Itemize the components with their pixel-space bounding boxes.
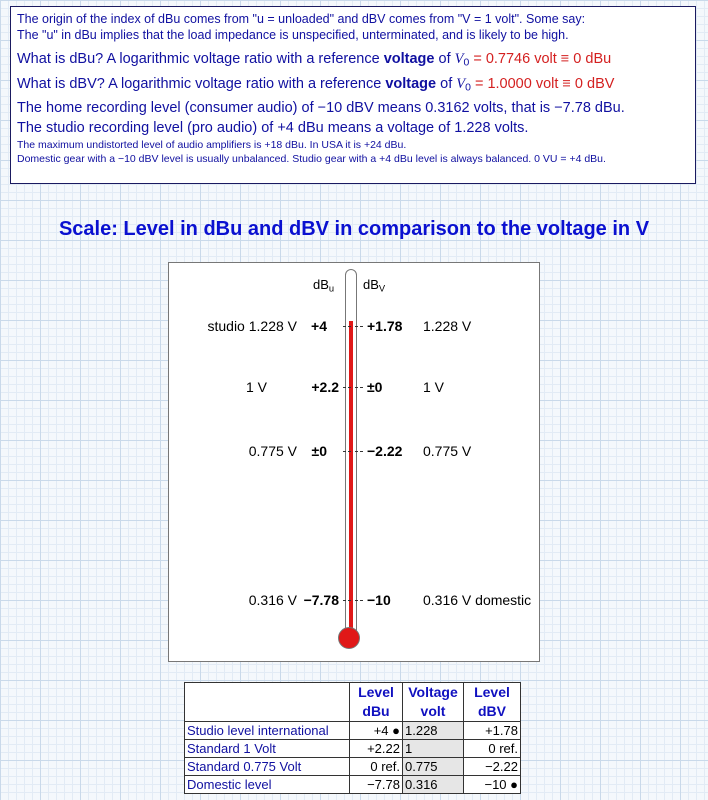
row-domestic-left: 0.316 V bbox=[248, 592, 297, 608]
tick-0775-right bbox=[355, 451, 363, 453]
table-cell-dbu: +2.22 bbox=[350, 740, 403, 758]
row-0775-left: 0.775 V bbox=[248, 443, 297, 459]
table-cell-dbv: −2.22 bbox=[464, 758, 521, 776]
row-studio-dbu: +4 bbox=[311, 318, 327, 334]
tick-studio-right bbox=[355, 326, 363, 328]
info-domestic-note: Domestic gear with a −10 dBV level is usually unbalanced. Studio gear with a +4 dBu level is always balanced. 0 VU = +4 dBu. bbox=[17, 153, 606, 166]
table-cell-volt: 1.228 bbox=[403, 722, 464, 740]
table-cell-dbu: 0 ref. bbox=[350, 758, 403, 776]
row-domestic-dbv: −10 bbox=[367, 592, 391, 608]
table-row bbox=[185, 776, 521, 794]
table-row bbox=[185, 722, 521, 740]
tick-0775-left bbox=[343, 451, 351, 453]
table-cell-volt: 0.316 bbox=[403, 776, 464, 794]
thermometer-mercury bbox=[349, 321, 353, 631]
table-header-empty bbox=[185, 683, 350, 722]
thermometer-bulb bbox=[338, 627, 360, 649]
table-cell-label: Studio level international bbox=[185, 722, 350, 740]
table-cell-volt: 1 bbox=[403, 740, 464, 758]
row-0775-right: 0.775 V bbox=[423, 443, 472, 459]
info-line-origin: The origin of the index of dBu comes from "u = unloaded" and dBV comes from "V = 1 volt". Some say: bbox=[17, 12, 586, 26]
header-dbv: $dB_V$ bbox=[363, 277, 386, 294]
row-1v-dbu: +2.2 bbox=[311, 379, 339, 395]
table-cell-dbu: −7.78 bbox=[350, 776, 403, 794]
table-cell-dbv: −10 ● bbox=[464, 776, 521, 794]
info-box bbox=[10, 6, 696, 184]
info-dbu-definition: What is dBu? A logarithmic voltage ratio with a reference voltage of $V_0 = 0.7746$ volt ≡ 0 dBu bbox=[17, 51, 612, 69]
row-0775-dbv: −2.22 bbox=[367, 443, 403, 459]
table-header-dbu: Level dBu bbox=[350, 683, 403, 722]
row-studio-right: 1.228 V bbox=[423, 318, 472, 334]
info-studio-level: The studio recording level (pro audio) of +4 dBu means a voltage of 1.228 volts. bbox=[17, 120, 529, 137]
row-studio-dbv: +1.78 bbox=[367, 318, 403, 334]
row-1v-right: 1 V bbox=[423, 379, 445, 395]
info-line-u-meaning: The "u" in dBu implies that the load impedance is unspecified, unterminated, and is likely to be high. bbox=[17, 28, 569, 42]
info-max-level: The maximum undistorted level of audio amplifiers is +18 dBu. In USA it is +24 dBu. bbox=[17, 139, 407, 152]
table-header-row bbox=[185, 683, 521, 722]
table-cell-label: Standard 0.775 Volt bbox=[185, 758, 350, 776]
table-header-dbv: Level dBV bbox=[464, 683, 521, 722]
tick-domestic-right bbox=[355, 600, 363, 602]
thermometer-scale bbox=[168, 262, 540, 662]
info-dbv-definition: What is dBV? A logarithmic voltage ratio with a reference voltage of $V_0 = 1.0000$ volt ≡ 0 dBV bbox=[17, 75, 615, 94]
scale-title: Scale: Level in dBu and dBV in comparison to the voltage in V bbox=[58, 218, 650, 240]
table-row bbox=[185, 758, 521, 776]
row-studio-left: studio 1.228 V bbox=[207, 318, 297, 334]
row-0775-dbu: ±0 bbox=[311, 443, 327, 459]
tick-1v-right bbox=[355, 387, 363, 389]
row-1v-dbv: ±0 bbox=[367, 379, 383, 395]
table-cell-label: Standard 1 Volt bbox=[185, 740, 350, 758]
row-1v-left: 1 V bbox=[245, 379, 267, 395]
row-domestic-dbu: −7.78 bbox=[303, 592, 339, 608]
table-header-volt: Voltage volt bbox=[403, 683, 464, 722]
comparison-table bbox=[184, 682, 521, 794]
info-home-level: The home recording level (consumer audio) of −10 dBV means 0.3162 volts, that is −7.78 dBu. bbox=[17, 100, 625, 117]
table-cell-label: Domestic level bbox=[185, 776, 350, 794]
row-domestic-right: 0.316 V domestic bbox=[423, 592, 532, 608]
tick-studio-left bbox=[343, 326, 351, 328]
header-dbu: $dB_u$ bbox=[313, 277, 335, 294]
table-cell-dbu: +4 ● bbox=[350, 722, 403, 740]
table-cell-dbv: +1.78 bbox=[464, 722, 521, 740]
table-cell-volt: 0.775 bbox=[403, 758, 464, 776]
tick-domestic-left bbox=[343, 600, 351, 602]
tick-1v-left bbox=[343, 387, 351, 389]
table-cell-dbv: 0 ref. bbox=[464, 740, 521, 758]
table-row bbox=[185, 740, 521, 758]
